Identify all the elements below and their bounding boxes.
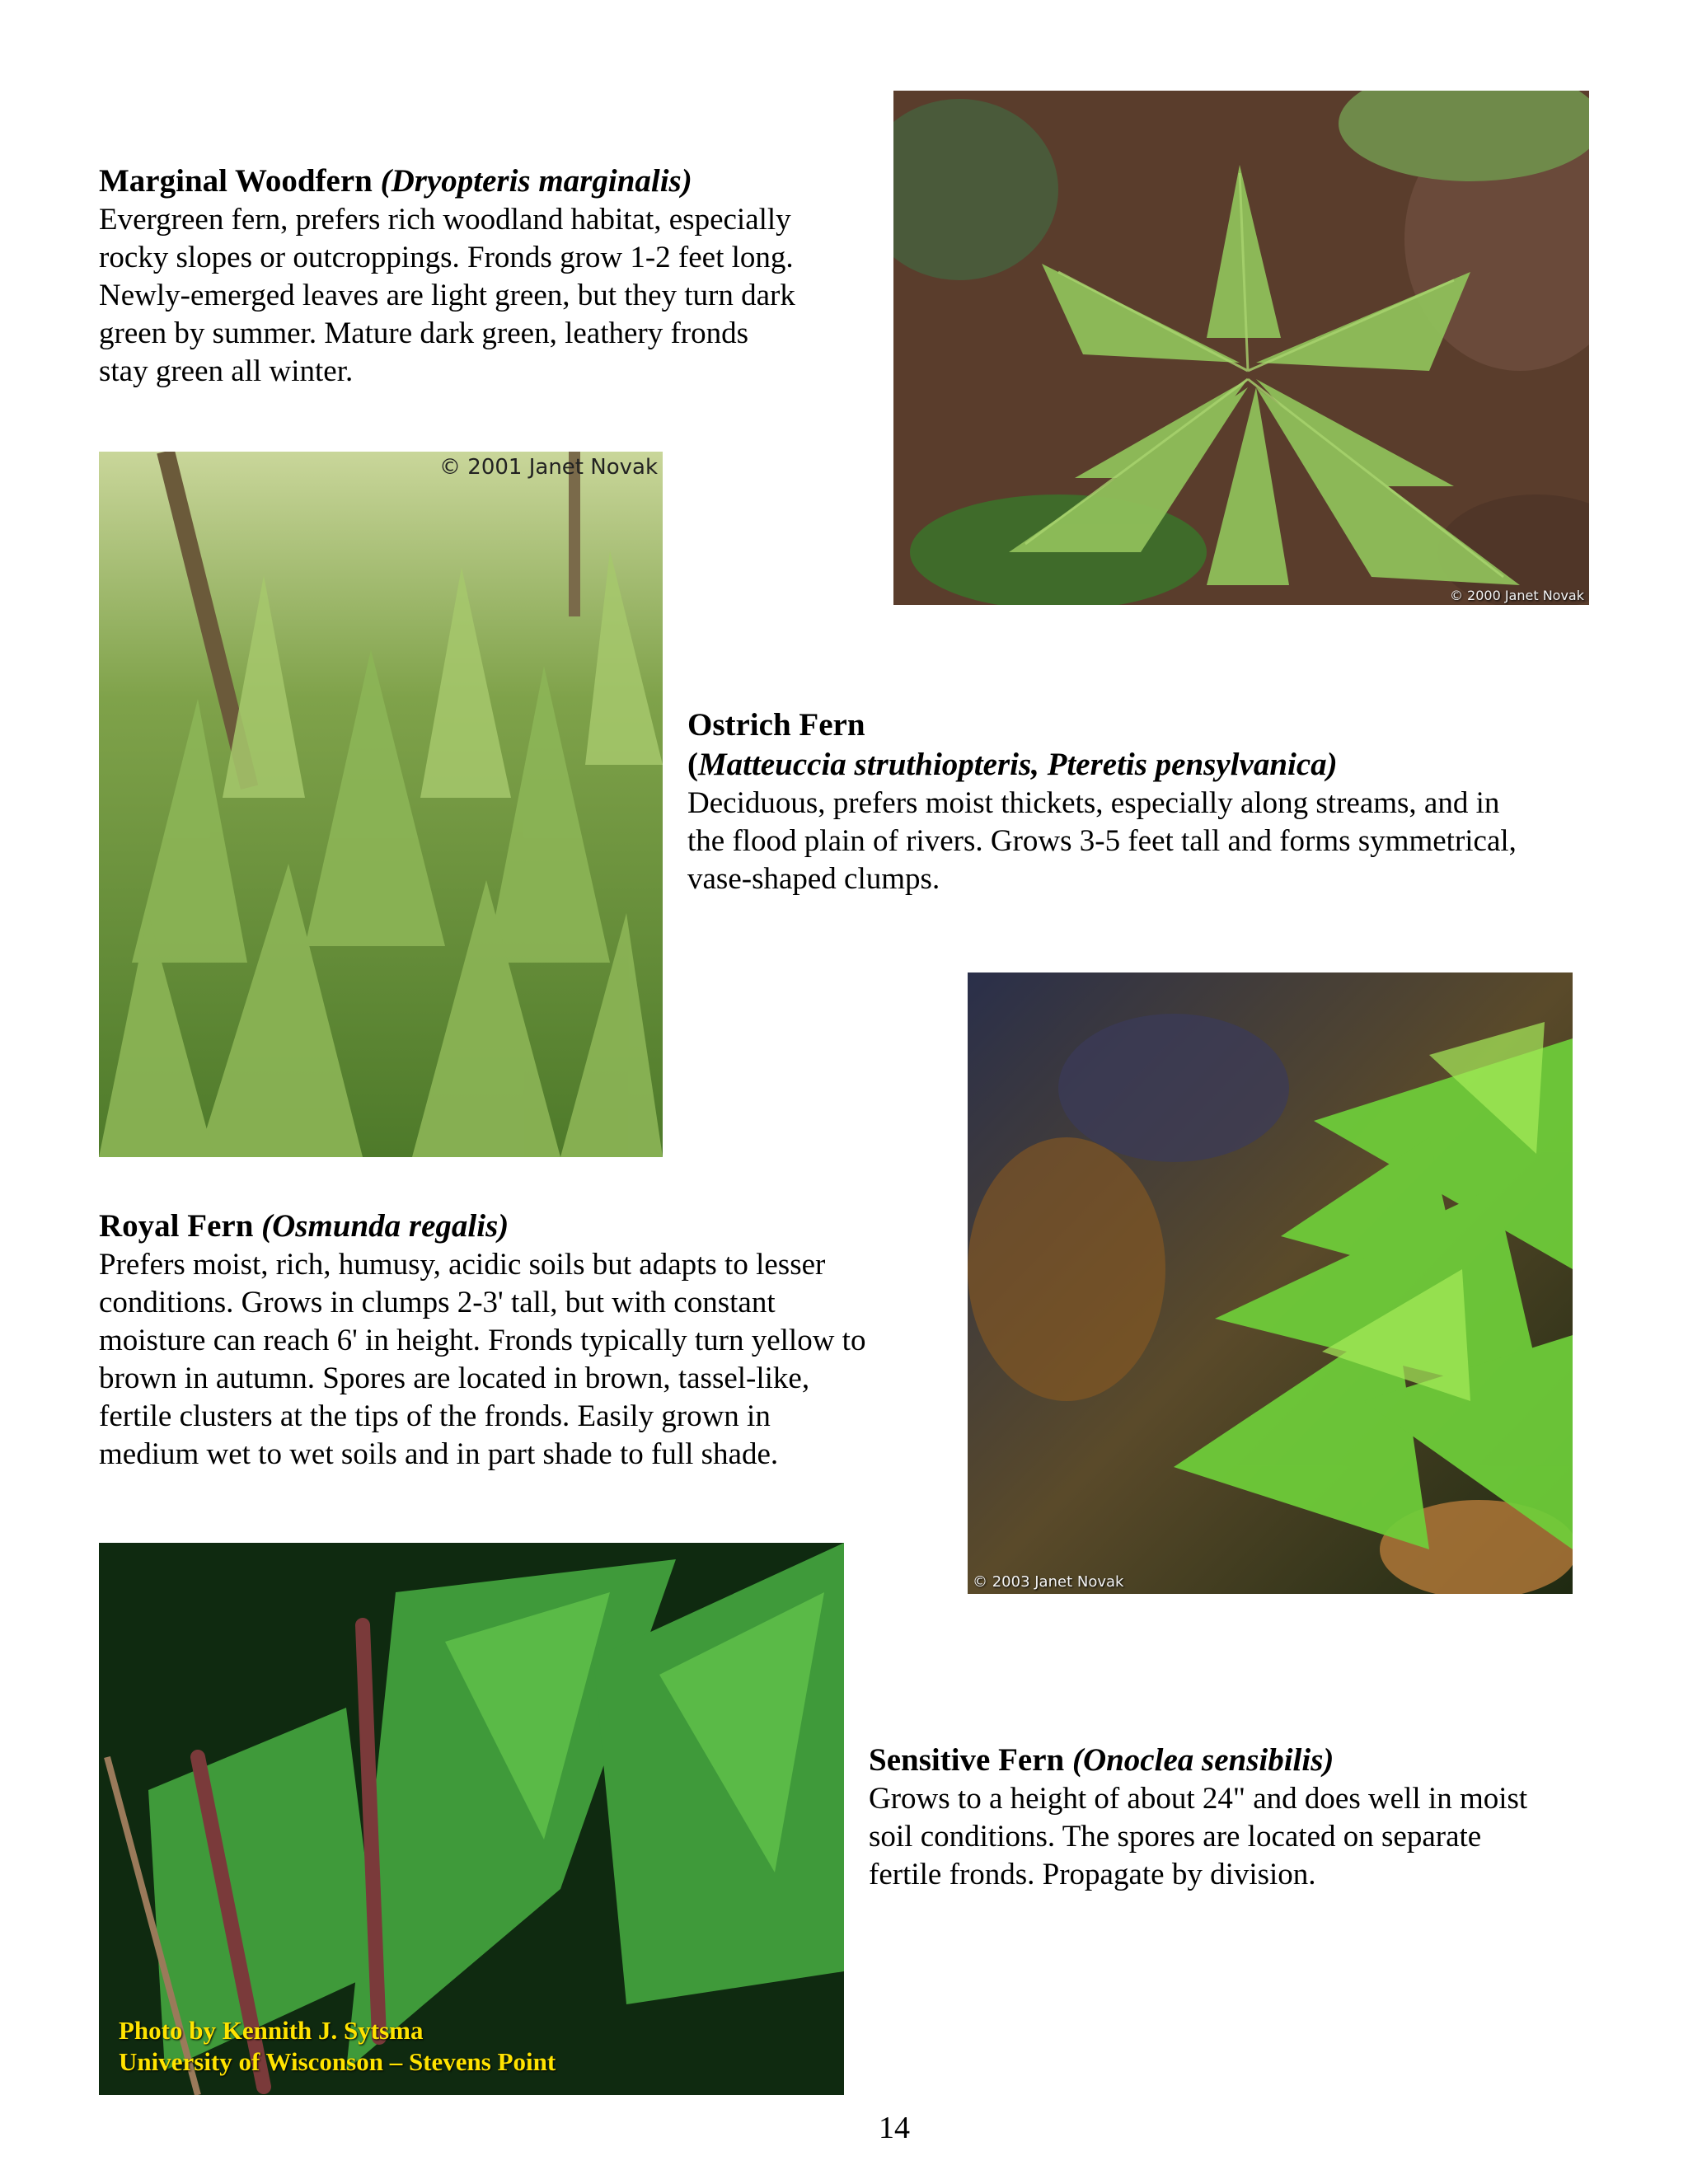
fern-scientific-name: (Osmunda regalis) (261, 1208, 509, 1244)
marginal-woodfern-photo (893, 91, 1589, 605)
fern-scientific-name: (Dryopteris marginalis) (380, 163, 692, 199)
fern-name: Royal Fern (99, 1208, 254, 1244)
ostrich-fern-photo (99, 452, 663, 1157)
photo-credit: © 2000 Janet Novak (1449, 588, 1584, 603)
photo-credit: © 2001 Janet Novak (439, 455, 658, 480)
fern-name: Ostrich Fern (687, 707, 865, 743)
ostrich-fern-section (687, 705, 1602, 898)
fern-name: Sensitive Fern (869, 1742, 1065, 1778)
fern-description: Evergreen fern, prefers rich woodland habitat, especially rocky slopes or outcroppings. Fronds grow 1-2 feet long. Newly-emerged leaves are light green, but they turn dark green by summer. Mature dark green, leathery fronds stay green all winter. (99, 203, 795, 388)
fern-scientific-name: (Onoclea sensibilis) (1071, 1742, 1334, 1778)
fern-description: Deciduous, prefers moist thickets, especially along streams, and in the flood plain of rivers. Grows 3-5 feet tall and forms symmetrical, vase-shaped clumps. (687, 786, 1517, 896)
marginal-woodfern-section (99, 162, 890, 391)
royal-fern-photo (968, 972, 1573, 1594)
fern-description: Prefers moist, rich, humusy, acidic soils but adapts to lesser conditions. Grows in clumps 2-3' tall, but with constant moisture can reach 6' in height. Fronds typically turn yellow to brown in autumn. Spores are located in brown, tassel-like, fertile clusters at the tips of the fronds. Easily grown in medium wet to wet soils and in part shade to full shade. (99, 1248, 866, 1471)
photo-credit-line2: University of Wisconson – Stevens Point (119, 2047, 556, 2076)
fern-description: Grows to a height of about 24" and does well in moist soil conditions. The spores are located on separate fertile fronds. Propagate by division. (869, 1782, 1528, 1891)
sensitive-fern-photo (99, 1543, 844, 2095)
royal-fern-section (99, 1207, 973, 1474)
fern-scientific-prefix: ( (687, 747, 698, 782)
fern-name: Marginal Woodfern (99, 163, 373, 199)
photo-credit-line1: Photo by Kennith J. Sytsma (119, 2016, 424, 2045)
sensitive-fern-section (869, 1741, 1611, 1894)
photo-credit: © 2003 Janet Novak (973, 1573, 1124, 1591)
page-number: 14 (879, 2111, 910, 2145)
fern-scientific-name: Matteuccia struthiopteris, Pteretis pensylvanica) (698, 747, 1338, 782)
